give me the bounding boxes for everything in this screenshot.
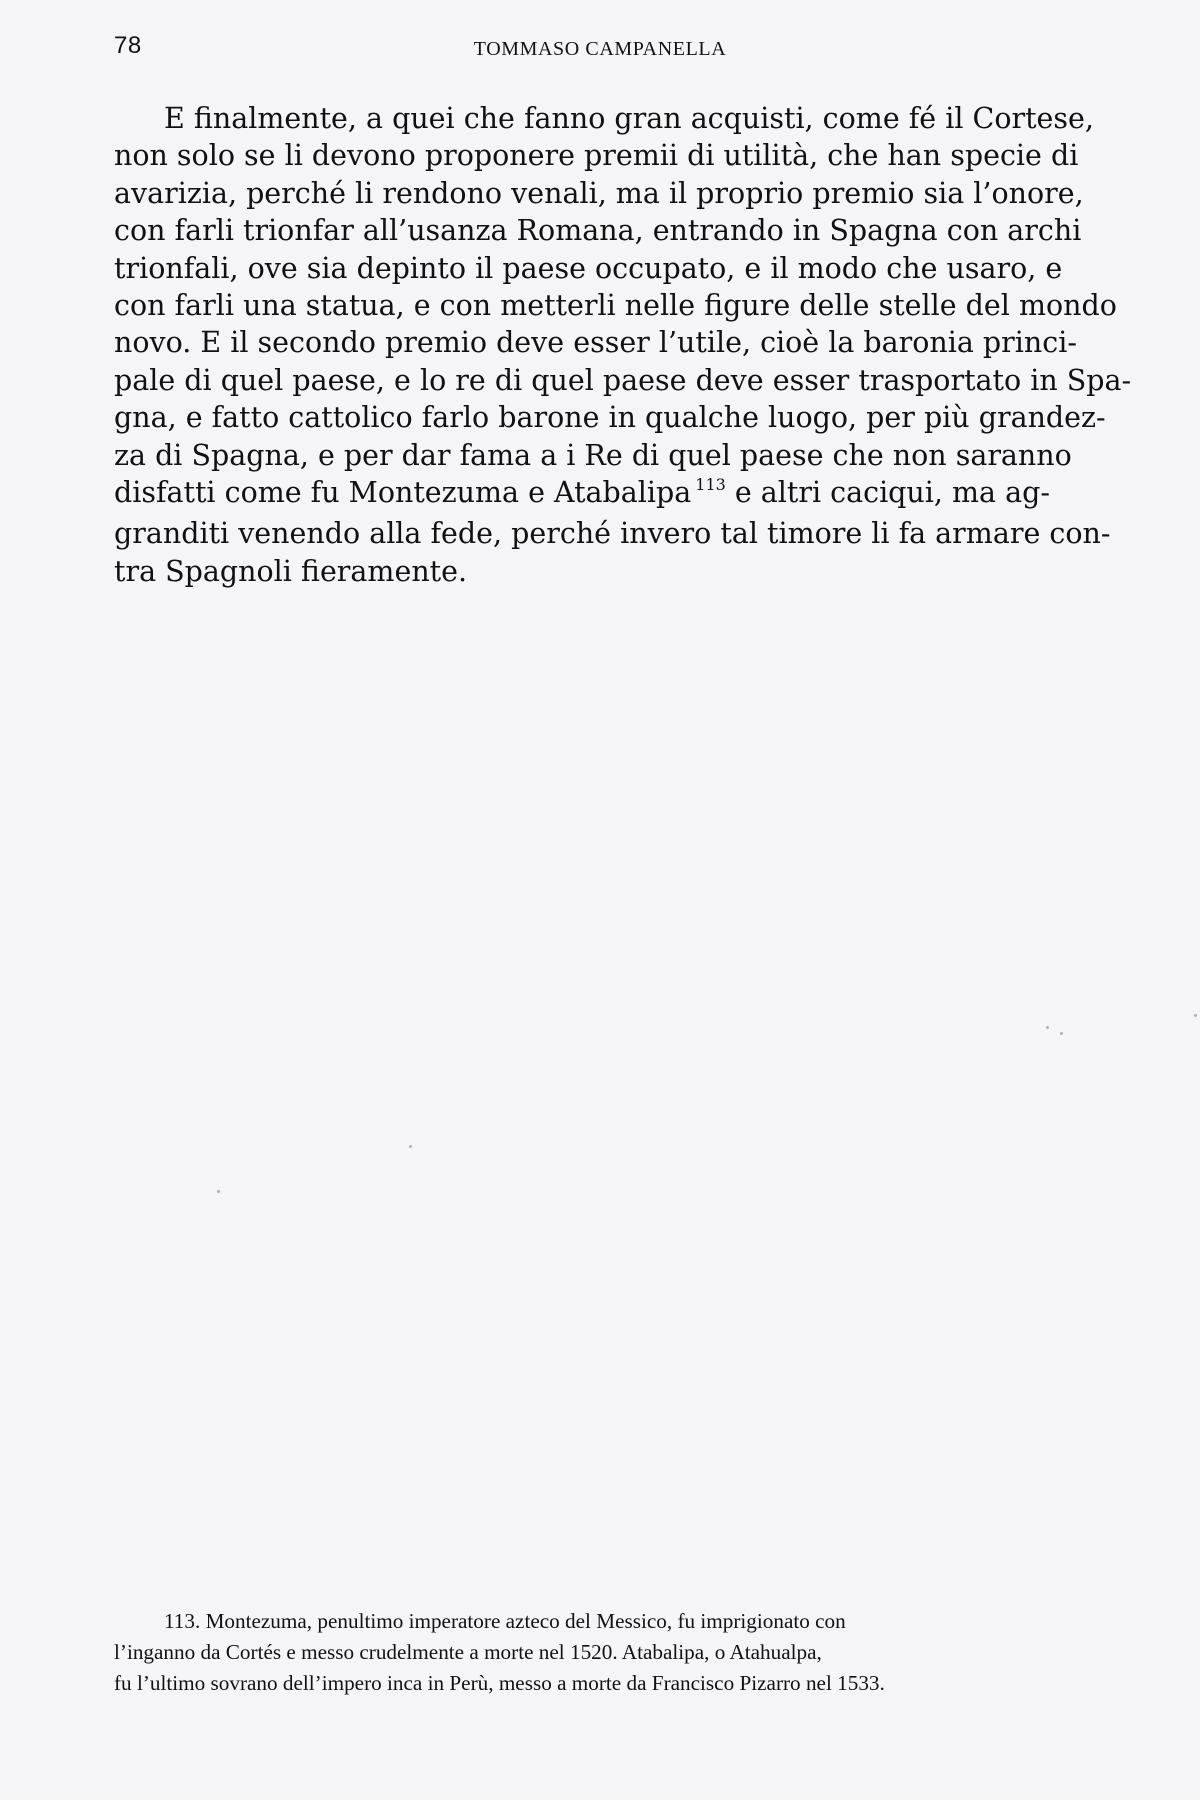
text-line: gna, e fatto cattolico farlo barone in qualche luogo, per più grandez- — [114, 401, 1106, 435]
running-title: TOMMASO CAMPANELLA — [473, 38, 727, 60]
running-head — [114, 28, 1086, 68]
text-line: avarizia, perché li rendono venali, ma il proprio premio sia l’onore, — [114, 176, 1084, 210]
text-line: novo. E il secondo premio deve esser l’utile, cioè la baronia princi- — [114, 326, 1077, 360]
footnote-line: fu l’ultimo sovrano dell’impero inca in Perù, messo a morte da Francisco Pizarro nel 1533. — [114, 1670, 885, 1695]
paper-speck — [1060, 1032, 1063, 1035]
text-line-with-note — [114, 474, 1086, 515]
footnote-reference[interactable]: 113 — [695, 475, 726, 495]
footnote-line: l’inganno da Cortés e messo crudelmente a morte nel 1520. Atabalipa, o Atahualpa, — [114, 1639, 822, 1664]
text-line: con farli trionfar all’usanza Romana, entrando in Spagna con archi — [114, 214, 1082, 248]
text-line: granditi venendo alla fede, perché invero tal timore li fa armare con- — [114, 517, 1111, 551]
text-line: E finalmente, a quei che fanno gran acquisti, come fé il Cortese, — [164, 102, 1094, 135]
paper-speck — [1046, 1026, 1049, 1029]
footnote-line: 113. Montezuma, penultimo imperatore azteco del Messico, fu imprigionato con — [164, 1609, 846, 1633]
text-segment: e altri caciqui, ma ag- — [725, 476, 1050, 510]
text-line: con farli una statua, e con metterli nelle figure delle stelle del mondo — [114, 289, 1117, 323]
text-line: tra Spagnoli fieramente. — [114, 554, 468, 588]
text-line: pale di quel paese, e lo re di quel paese deve esser trasportato in Spa- — [114, 363, 1132, 397]
footnote — [114, 1606, 1086, 1698]
text-segment: disfatti come fu Montezuma e Atabalipa — [114, 476, 692, 510]
text-line: za di Spagna, e per dar fama a i Re di quel paese che non saranno — [114, 438, 1072, 472]
paper-speck — [1194, 1014, 1197, 1017]
page-number: 78 — [114, 32, 142, 59]
text-line: non solo se li devono proponere premii di utilità, che han specie di — [114, 139, 1079, 173]
main-text — [114, 100, 1132, 590]
paper-speck — [409, 1145, 412, 1148]
paper-speck — [217, 1190, 220, 1193]
text-line: trionfali, ove sia depinto il paese occupato, e il modo che usaro, e — [114, 251, 1063, 285]
